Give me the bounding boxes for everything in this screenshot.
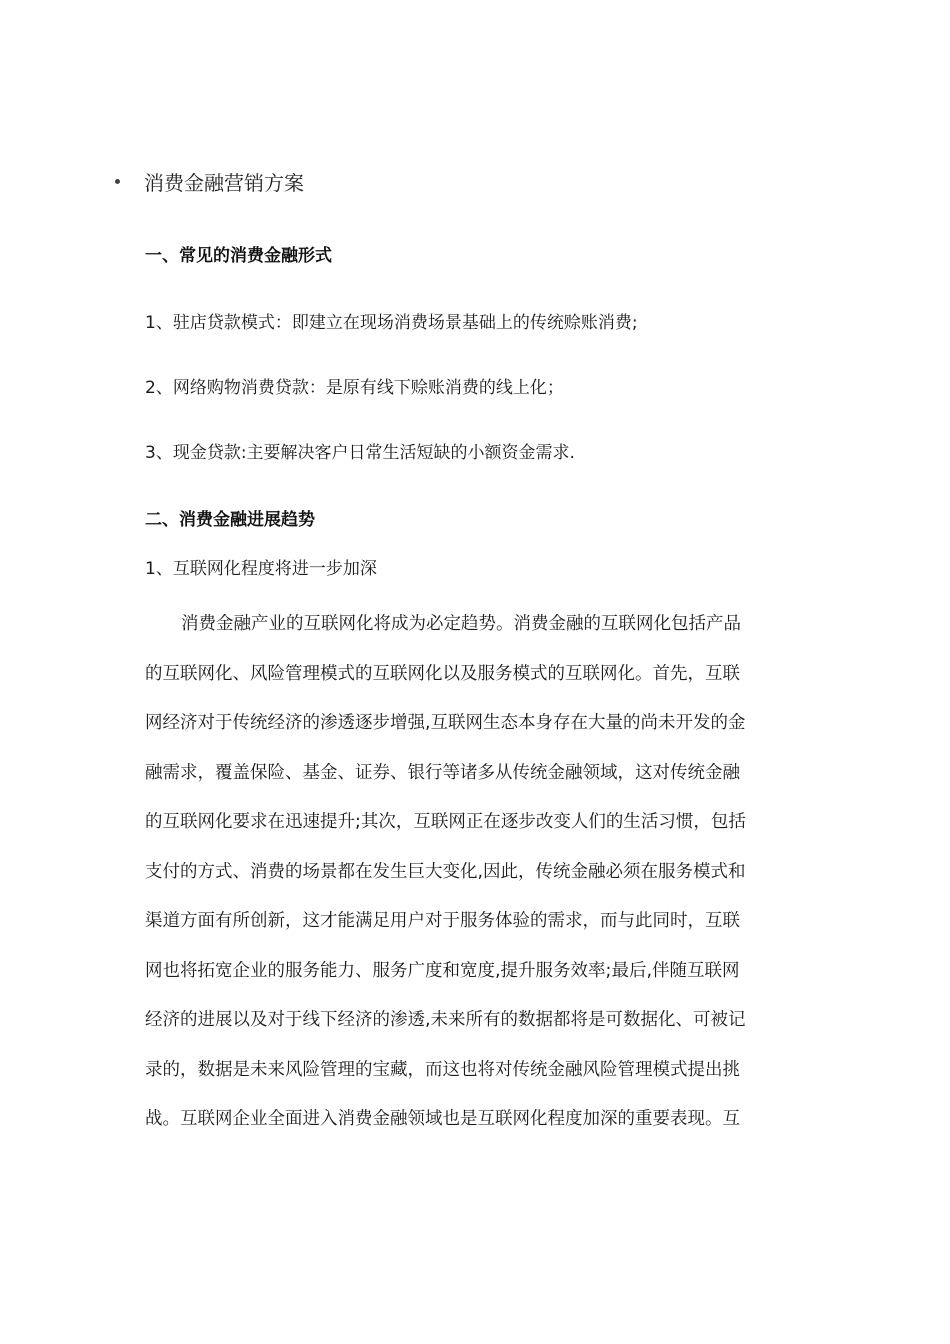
- section1-item-2: 2、网络购物消费贷款：是原有线下赊账消费的线上化；: [145, 378, 564, 398]
- section1-heading: 一、常见的消费金融形式: [145, 246, 332, 266]
- section2-heading: 二、消费金融进展趋势: [145, 510, 315, 530]
- bullet-icon: [115, 179, 120, 184]
- document-title: 消费金融营销方案: [144, 170, 304, 195]
- paragraph-line: 网也将拓宽企业的服务能力、服务广度和宽度,提升服务效率;最后,伴随互联网: [145, 960, 740, 981]
- section2-paragraph: [145, 600, 800, 1145]
- paragraph-line: 网经济对于传统经济的渗透逐步增强,互联网生态本身存在大量的尚未开发的金: [145, 713, 746, 733]
- section1-item-3: 3、现金贷款:主要解决客户日常生活短缺的小额资金需求.: [145, 443, 575, 463]
- paragraph-line: 支付的方式、消费的场景都在发生巨大变化,因此，传统金融必须在服务模式和: [145, 861, 746, 882]
- section2-subheading: 1、互联网化程度将进一步加深: [145, 559, 377, 579]
- paragraph-line: 经济的进展以及对于线下经济的渗透,未来所有的数据都将是可数据化、可被记: [145, 1010, 746, 1030]
- paragraph-line: 的互联网化、风险管理模式的互联网化以及服务模式的互联网化。首先，互联: [145, 663, 740, 684]
- paragraph-line: 消费金融产业的互联网化将成为必定趋势。消费金融的互联网化包括产品: [181, 614, 741, 634]
- section1-item-1: 1、驻店贷款模式：即建立在现场消费场景基础上的传统赊账消费;: [145, 313, 638, 333]
- paragraph-line: 渠道方面有所创新，这才能满足用户对于服务体验的需求，而与此同时，互联: [145, 911, 740, 931]
- paragraph-line: 录的，数据是未来风险管理的宝藏，而这也将对传统金融风险管理模式提出挑: [145, 1059, 740, 1080]
- paragraph-line: 融需求，覆盖保险、基金、证券、银行等诸多从传统金融领域，这对传统金融: [145, 762, 740, 783]
- paragraph-line: 的互联网化要求在迅速提升;其次，互联网正在逐步改变人们的生活习惯，包括: [145, 812, 746, 832]
- paragraph-line: 战。互联网企业全面进入消费金融领域也是互联网化程度加深的重要表现。互: [145, 1109, 740, 1129]
- title-line: [115, 166, 304, 196]
